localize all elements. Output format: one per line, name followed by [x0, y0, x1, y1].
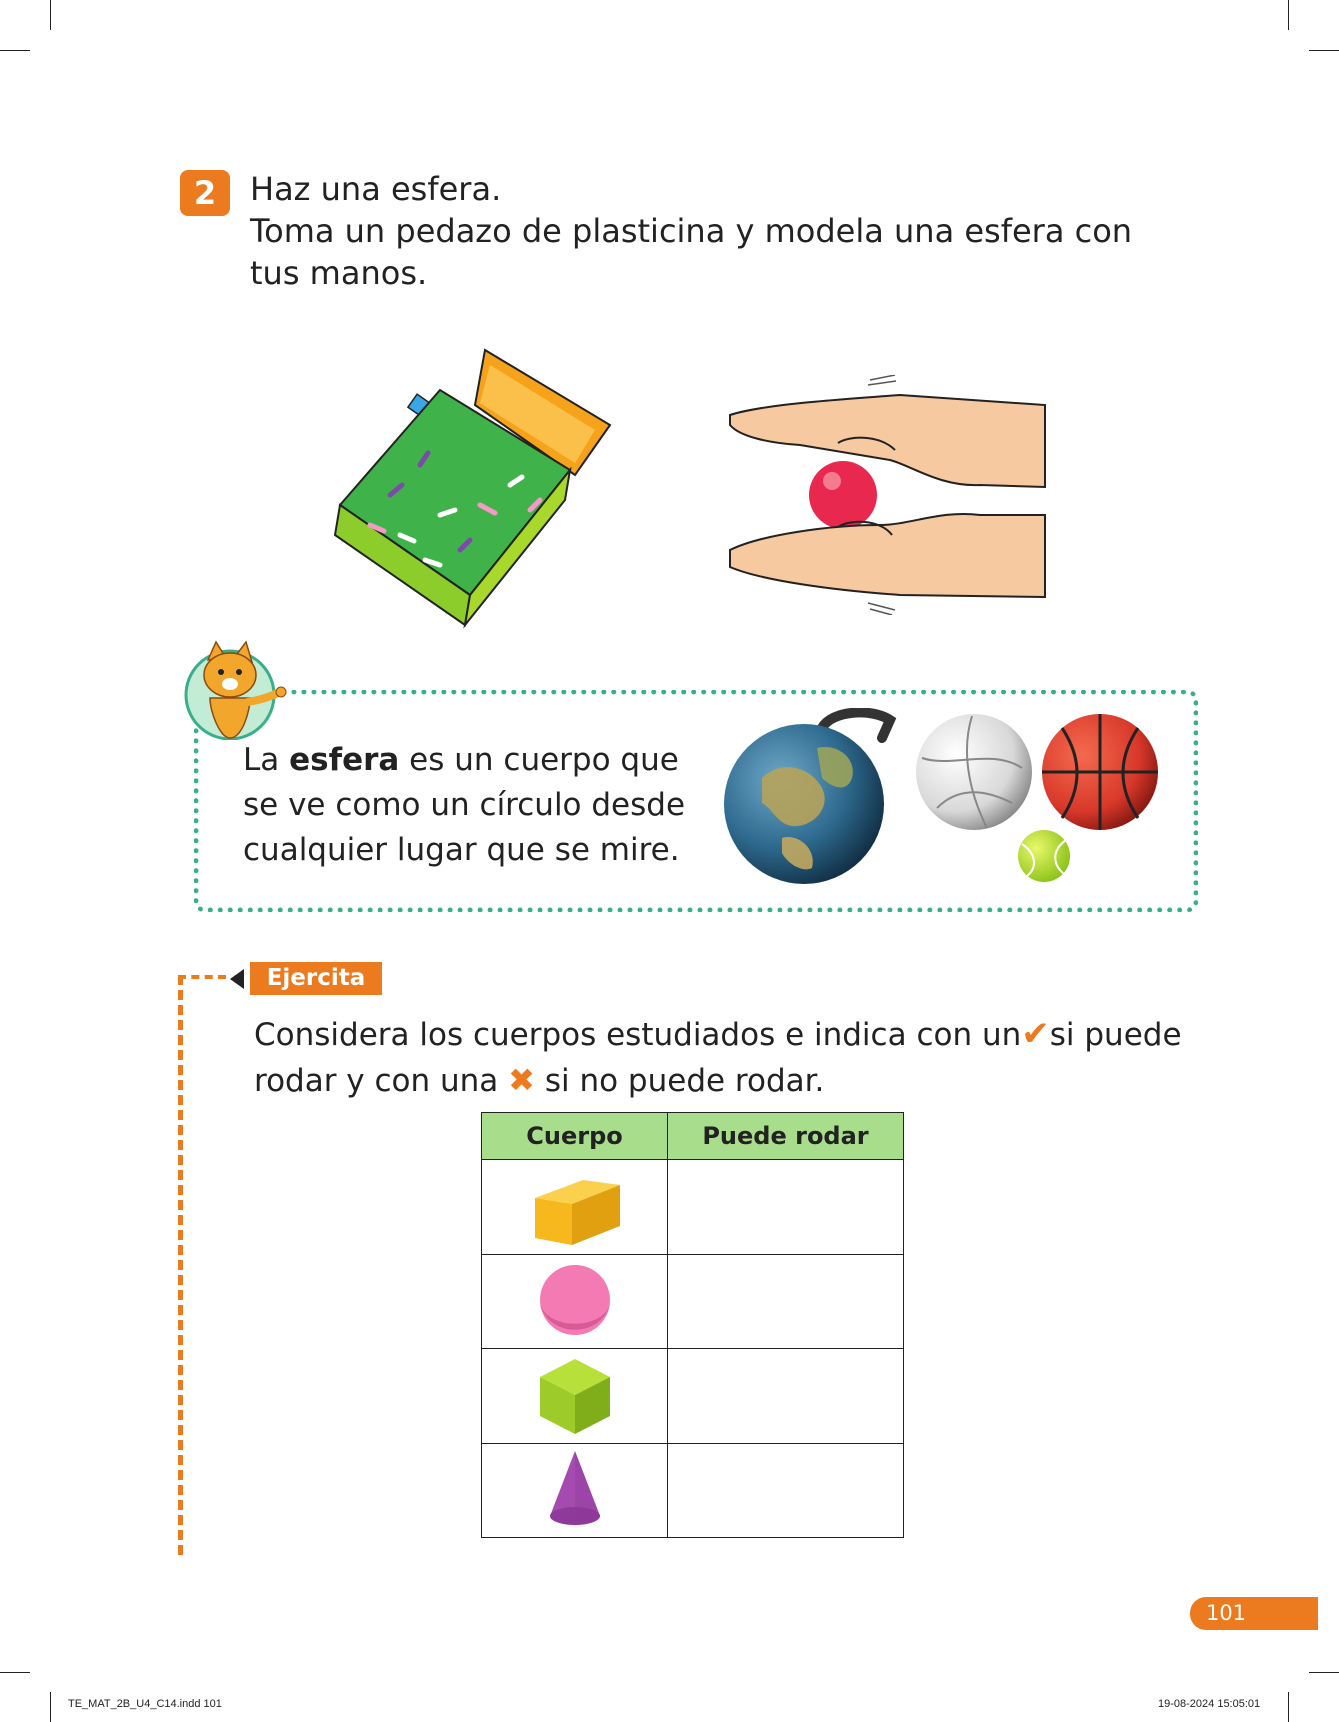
crop-mark	[1309, 1672, 1339, 1673]
section-title: Haz una esfera.	[250, 170, 502, 208]
instruction-text: Considera los cuerpos estudiados e indica con un	[254, 1017, 1022, 1053]
crop-mark	[50, 1692, 51, 1722]
body-cell	[482, 1349, 668, 1444]
exercise-label: Ejercita	[250, 962, 382, 995]
definition-text: cualquier lugar que se mire.	[243, 832, 680, 868]
exercise-bracket	[178, 975, 226, 979]
cat-mascot-icon	[180, 640, 290, 740]
table-row	[482, 1255, 904, 1349]
section-number-badge: 2	[180, 170, 230, 216]
body-cell	[482, 1255, 668, 1349]
check-mark-icon: ✔	[1021, 1014, 1050, 1054]
definition-lead: La	[243, 742, 290, 778]
crop-mark	[1288, 0, 1289, 30]
rectangular-prism-icon	[525, 1160, 625, 1250]
section-instructions	[250, 168, 1170, 294]
column-header-body: Cuerpo	[482, 1113, 668, 1160]
crop-mark	[0, 1672, 30, 1673]
can-roll-answer-cell[interactable]	[668, 1444, 904, 1538]
sphere-icon	[535, 1260, 615, 1340]
file-slug: TE_MAT_2B_U4_C14.indd 101	[68, 1698, 222, 1710]
cross-mark-icon: ✖	[508, 1061, 535, 1099]
instruction-text: rodar y con una	[254, 1063, 509, 1099]
cone-icon	[540, 1446, 610, 1531]
body-cell	[482, 1444, 668, 1538]
cube-icon	[535, 1349, 615, 1439]
instruction-line: tus manos.	[250, 254, 428, 292]
plasticine-box-icon	[330, 345, 620, 630]
pencil-tip-icon	[230, 969, 244, 989]
crop-mark	[1309, 50, 1339, 51]
instruction-line: Toma un pedazo de plasticina y modela una esfera con	[250, 212, 1133, 250]
crop-mark	[0, 50, 30, 51]
can-roll-answer-cell[interactable]	[668, 1160, 904, 1255]
definition-text: se ve como un círculo desde	[243, 787, 686, 823]
table-row	[482, 1444, 904, 1538]
crop-mark	[1288, 1692, 1289, 1722]
column-header-can-roll: Puede rodar	[668, 1113, 904, 1160]
print-timestamp: 19-08-2024 15:05:01	[1158, 1698, 1261, 1710]
definition-text: es un cuerpo que	[399, 742, 679, 778]
sphere-examples-photo	[722, 708, 1162, 884]
hands-modeling-sphere-icon	[720, 375, 1050, 615]
body-cell	[482, 1160, 668, 1255]
can-roll-answer-cell[interactable]	[668, 1349, 904, 1444]
table-row	[482, 1349, 904, 1444]
crop-mark	[50, 0, 51, 30]
definition-term: esfera	[289, 742, 400, 778]
instruction-text: si puede	[1049, 1017, 1182, 1053]
page-number: 101	[1205, 1601, 1247, 1625]
exercise-bracket	[178, 975, 183, 1555]
table-header-row	[482, 1113, 904, 1160]
instruction-text: si no puede rodar.	[534, 1063, 825, 1099]
table-row	[482, 1160, 904, 1255]
can-roll-answer-cell[interactable]	[668, 1255, 904, 1349]
roll-table	[481, 1112, 904, 1538]
sphere-definition	[243, 738, 703, 873]
exercise-instructions	[254, 1012, 1214, 1104]
